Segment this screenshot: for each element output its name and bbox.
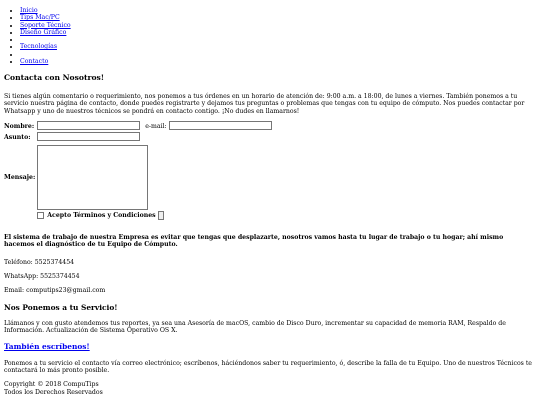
nav-link-soporte[interactable]: Soporte Técnico <box>20 21 71 29</box>
main-nav <box>4 7 71 65</box>
nav-link-inicio[interactable]: Inicio <box>20 7 38 14</box>
whatsapp-text: WhatsApp: 5525374454 <box>4 273 80 280</box>
nav-item-empty-2 <box>20 51 71 58</box>
nav-item-inicio <box>20 7 71 14</box>
terms-checkbox[interactable] <box>37 212 44 219</box>
subject-field[interactable] <box>37 132 140 141</box>
nav-item-diseno <box>20 29 71 36</box>
footer <box>4 381 103 396</box>
name-field[interactable] <box>37 121 140 130</box>
nav-link-tecnologias[interactable]: Tecnologías <box>20 43 57 51</box>
message-textarea[interactable] <box>37 145 148 210</box>
service-text: Llámanos y con gusto atendemos tus reportes, ya sea una Asesoría de macOS, cambio de Disco Duro, incrementar su capacidad de memoria RAM, Respaldo de Información. Actualización de Sistema Operativo OS X. <box>4 320 506 335</box>
name-label: Nombre: <box>4 123 35 130</box>
write-us-text: Ponemos a tu servicio el contacto vía correo electrónico; escríbenos, háciéndonos saber tu requerimiento, ó, describe la falla de tu Equipo. Uno de nuestros Técnicos te contactará lo más pronto posible. <box>4 360 532 375</box>
terms-label: Acepto Términos y Condiciones <box>47 211 156 219</box>
nav-item-empty-1 <box>20 36 71 43</box>
write-us-link[interactable]: También escríbenos! <box>4 342 90 351</box>
nav-item-contacto <box>20 58 71 65</box>
contact-title: Contacta con Nosotros! <box>4 73 105 82</box>
email-label: e-mail: <box>145 123 167 130</box>
write-us-heading <box>4 343 90 350</box>
nav-link-contacto[interactable]: Contacto <box>20 58 49 66</box>
service-title: Nos Ponemos a tu Servicio! <box>4 303 118 312</box>
nav-item-tecnologias <box>20 43 71 50</box>
nav-link-tips[interactable]: Tips Mac/PC <box>20 14 60 22</box>
email-field[interactable] <box>169 121 272 130</box>
message-label: Mensaje: <box>4 173 36 181</box>
submit-button[interactable] <box>158 211 164 220</box>
contact-form <box>3 121 273 220</box>
email-text: Email: computips23@gmail.com <box>4 287 106 294</box>
subject-label: Asunto: <box>4 134 31 142</box>
nav-item-tips <box>20 14 71 21</box>
service-description: El sistema de trabajo de nuestra Empresa es evitar que tengas que desplazarte, nosotros vamos hasta tu lugar de trabajo o tu hogar; ahí mismo hacemos el diagnóstico de tu Equipo de Cómputo. <box>4 234 504 249</box>
nav-item-soporte <box>20 22 71 29</box>
contact-intro: Si tienes algún comentario o requerimiento, nos ponemos a tus órdenes en un horario de atención de: 9:00 a.m. a 18:00, de lunes a viernes. También ponemos a tu servicio nuestra página de contacto, donde puedes registrarte y dejamos tus preguntas o problemas que tengas con tu equipo de cómputo. Nos puedes contactar por Whatsapp y uno de nuestros técnicos se pondrá en contacto contigo. ¡No dudes en llamarnos! <box>4 93 525 115</box>
rights-text: Todos los Derechos Reservados <box>4 388 103 396</box>
nav-link-diseno[interactable]: Diseño Gráfico <box>20 28 67 36</box>
copyright-text: Copyright © 2018 CompuTips <box>4 381 99 388</box>
phone-text: Teléfono: 5525374454 <box>4 259 75 266</box>
